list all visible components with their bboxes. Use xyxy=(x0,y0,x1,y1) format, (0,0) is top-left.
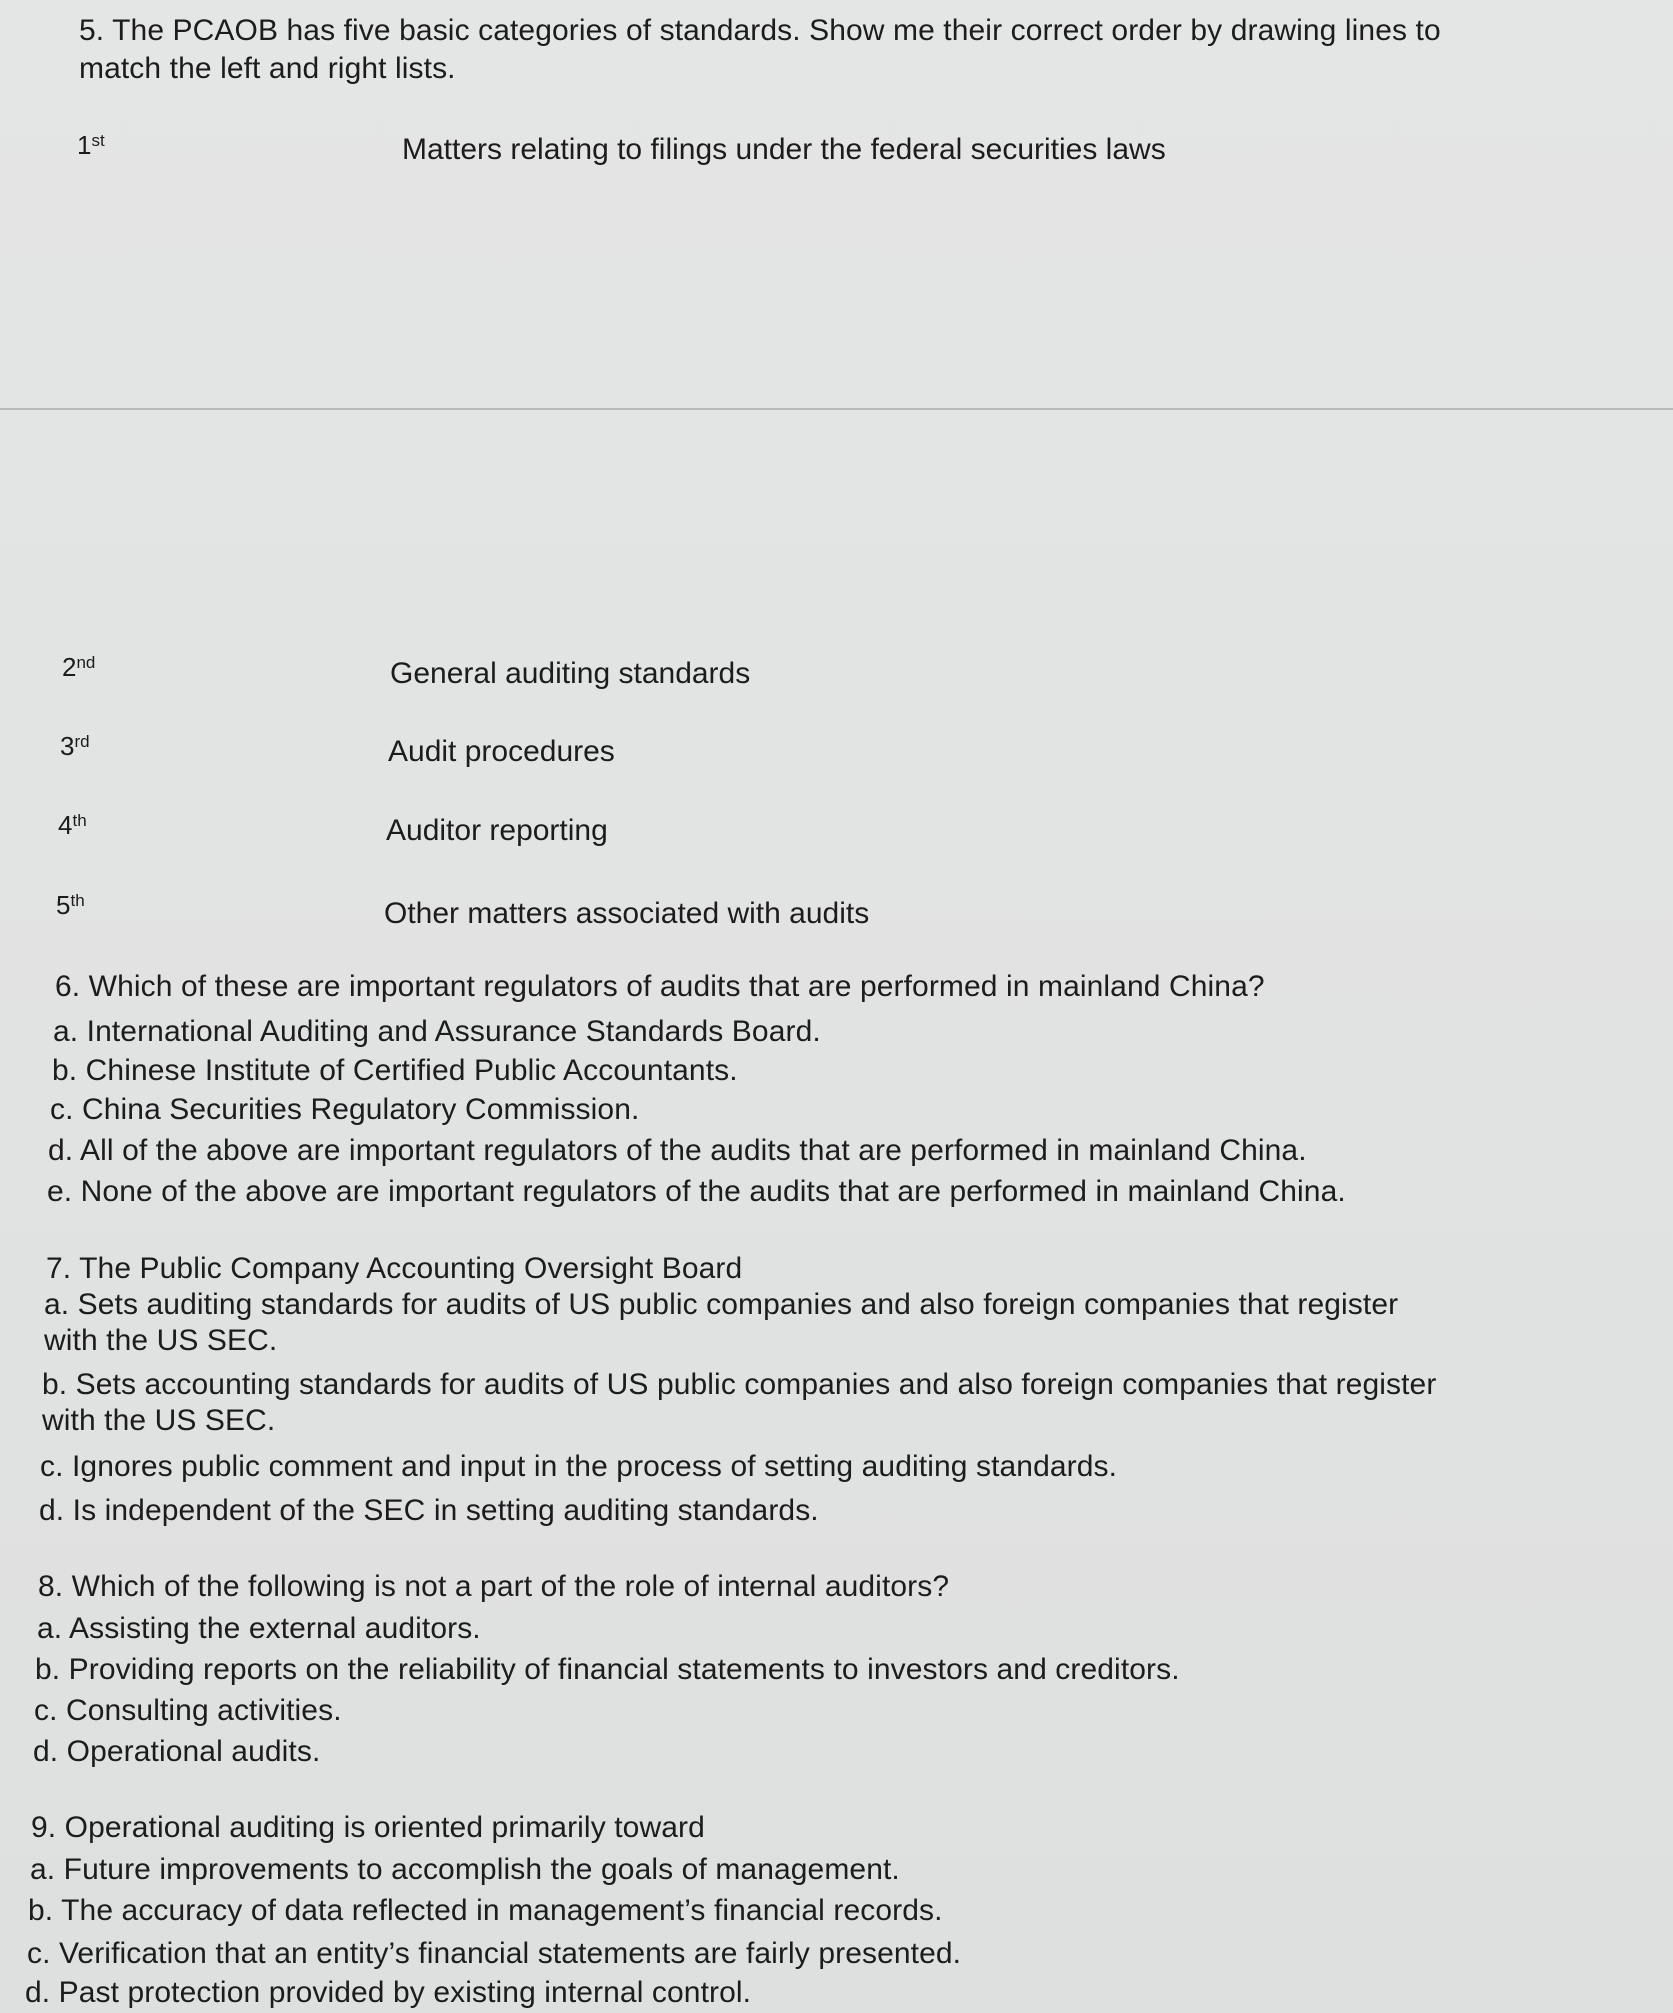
q5-right-item-2[interactable]: General auditing standards xyxy=(390,657,751,690)
q6-option-d[interactable]: d. All of the above are important regulators of the audits that are performed in mainland China. xyxy=(48,1134,1307,1167)
q8-option-d[interactable]: d. Operational audits. xyxy=(33,1735,321,1768)
q8-option-b[interactable]: b. Providing reports on the reliability of financial statements to investors and creditors. xyxy=(35,1653,1180,1686)
q5-right-item-3[interactable]: Audit procedures xyxy=(388,735,615,768)
q5-left-item-2[interactable]: 2nd xyxy=(62,652,96,682)
q5-prompt-line2: match the left and right lists. xyxy=(79,52,456,85)
q9-option-d[interactable]: d. Past protection provided by existing internal control. xyxy=(25,1976,752,2009)
q5-right-item-4[interactable]: Auditor reporting xyxy=(386,814,608,847)
q6-option-c[interactable]: c. China Securities Regulatory Commission. xyxy=(50,1093,640,1126)
q8-prompt: 8. Which of the following is not a part of the role of internal auditors? xyxy=(38,1570,950,1603)
q8-option-a[interactable]: a. Assisting the external auditors. xyxy=(37,1612,481,1645)
q7-option-a-cont: with the US SEC. xyxy=(44,1324,278,1357)
q7-option-a[interactable]: a. Sets auditing standards for audits of US public companies and also foreign companies that register xyxy=(44,1288,1399,1321)
q5-left-item-3[interactable]: 3rd xyxy=(60,731,90,761)
q5-right-item-5[interactable]: Other matters associated with audits xyxy=(384,897,870,930)
q7-option-b-cont: with the US SEC. xyxy=(42,1404,276,1437)
q5-right-item-1[interactable]: Matters relating to filings under the federal securities laws xyxy=(402,133,1166,166)
q9-option-c[interactable]: c. Verification that an entity’s financial statements are fairly presented. xyxy=(27,1937,962,1970)
q6-option-a[interactable]: a. International Auditing and Assurance Standards Board. xyxy=(53,1015,821,1048)
q5-left-item-5[interactable]: 5th xyxy=(56,890,85,920)
q7-option-b[interactable]: b. Sets accounting standards for audits of US public companies and also foreign companies that register xyxy=(42,1368,1437,1401)
q9-option-a[interactable]: a. Future improvements to accomplish the goals of management. xyxy=(30,1853,900,1886)
q7-option-c[interactable]: c. Ignores public comment and input in the process of setting auditing standards. xyxy=(40,1450,1118,1483)
q9-prompt: 9. Operational auditing is oriented primarily toward xyxy=(31,1811,705,1844)
q5-prompt-line1: 5. The PCAOB has five basic categories of standards. Show me their correct order by drawing lines to xyxy=(79,14,1441,47)
q9-option-b[interactable]: b. The accuracy of data reflected in management’s financial records. xyxy=(28,1894,943,1927)
q7-prompt: 7. The Public Company Accounting Oversight Board xyxy=(46,1252,743,1285)
q6-option-b[interactable]: b. Chinese Institute of Certified Public Accountants. xyxy=(52,1054,738,1087)
q7-option-d[interactable]: d. Is independent of the SEC in setting auditing standards. xyxy=(39,1494,819,1527)
q8-option-c[interactable]: c. Consulting activities. xyxy=(34,1694,342,1727)
q6-option-e[interactable]: e. None of the above are important regulators of the audits that are performed in mainland China. xyxy=(47,1175,1346,1208)
q6-prompt: 6. Which of these are important regulators of audits that are performed in mainland China? xyxy=(55,970,1265,1003)
q5-left-item-1[interactable]: 1st xyxy=(77,130,105,160)
q5-left-item-4[interactable]: 4th xyxy=(58,810,87,840)
page-fold-divider xyxy=(0,408,1673,410)
